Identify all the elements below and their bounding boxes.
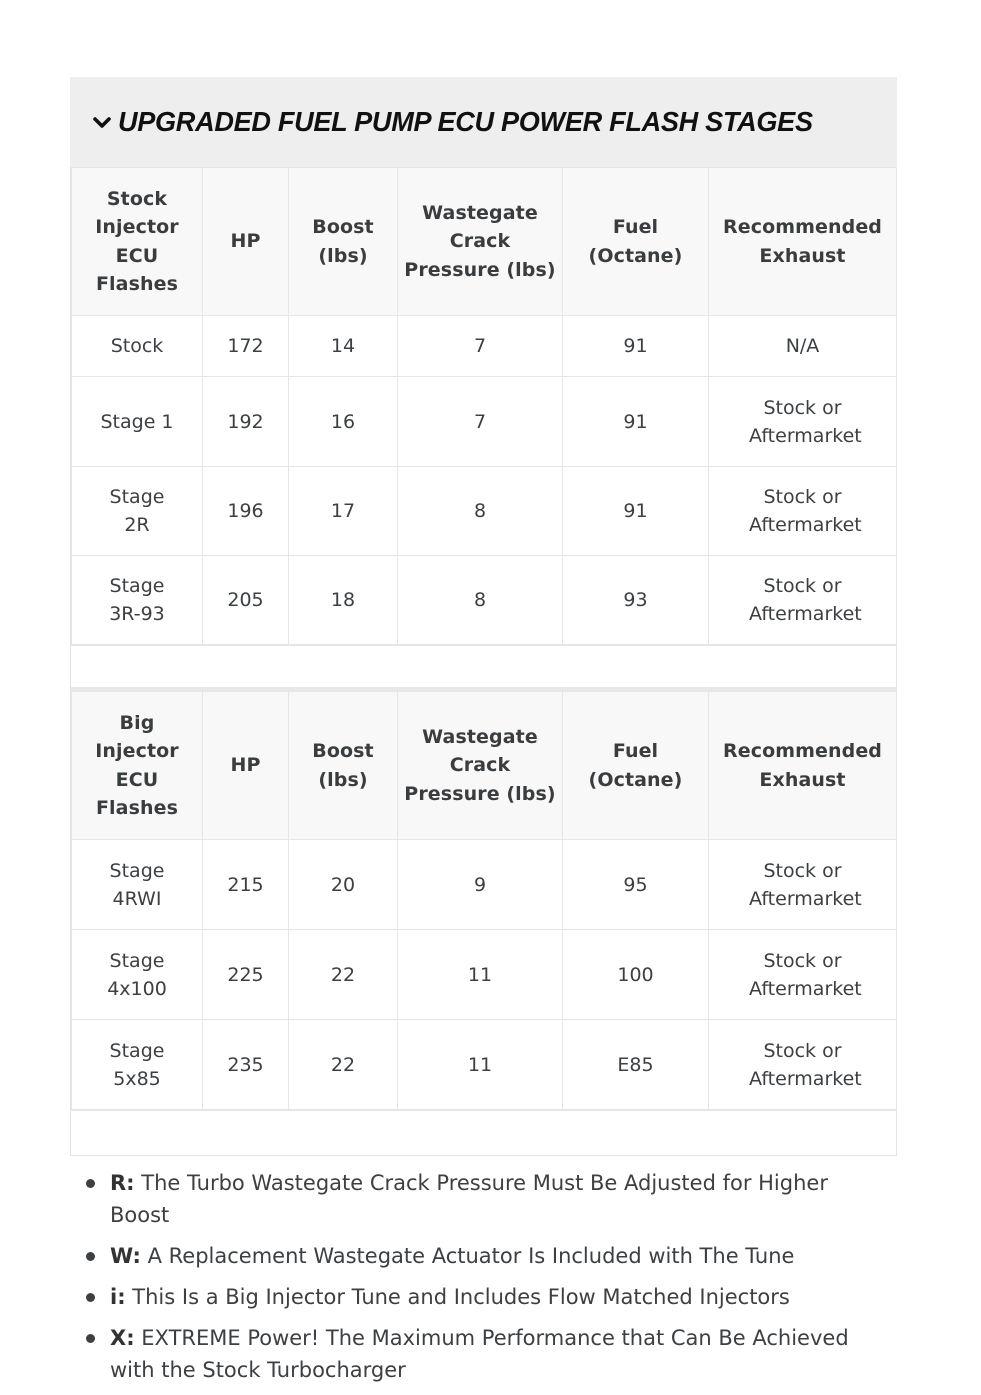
cell-fuel: 100 xyxy=(563,930,709,1020)
header-label: Boost (lbs) xyxy=(312,216,374,267)
header-flash xyxy=(72,168,203,316)
cell-exhaust: Stock or Aftermarket xyxy=(709,930,897,1020)
header-fuel xyxy=(563,168,709,316)
note-text: EXTREME Power! The Maximum Performance that Can Be Achieved with the Stock Turbocharger xyxy=(110,1326,849,1382)
note-item xyxy=(86,1167,876,1231)
cell-fuel: 93 xyxy=(563,556,709,645)
big-injector-table xyxy=(71,691,897,1110)
cell-boost: 22 xyxy=(289,1020,398,1110)
table-spacer xyxy=(71,645,896,687)
cell-boost: 18 xyxy=(289,556,398,645)
note-key: X: xyxy=(110,1326,135,1350)
cell-flash: Stage 4x100 xyxy=(72,930,203,1020)
table-header-row xyxy=(72,692,897,840)
note-item xyxy=(86,1240,876,1272)
note-key: W: xyxy=(110,1244,141,1268)
cell-exhaust: Stock or Aftermarket xyxy=(709,377,897,467)
header-flash xyxy=(72,692,203,840)
bullet-icon xyxy=(86,1293,95,1302)
cell-wastegate: 11 xyxy=(398,930,563,1020)
cell-hp: 225 xyxy=(203,930,289,1020)
cell-exhaust: Stock or Aftermarket xyxy=(709,1020,897,1110)
header-exhaust xyxy=(709,692,897,840)
cell-hp: 192 xyxy=(203,377,289,467)
cell-fuel: 95 xyxy=(563,840,709,930)
note-item xyxy=(86,1322,876,1386)
cell-hp: 196 xyxy=(203,467,289,556)
cell-exhaust: N/A xyxy=(709,316,897,377)
cell-wastegate: 8 xyxy=(398,467,563,556)
cell-fuel: 91 xyxy=(563,467,709,556)
cell-wastegate: 7 xyxy=(398,316,563,377)
header-label: Fuel (Octane) xyxy=(588,740,683,791)
note-key: i: xyxy=(110,1285,126,1309)
table-spacer xyxy=(71,1110,896,1155)
cell-hp: 215 xyxy=(203,840,289,930)
cell-hp: 172 xyxy=(203,316,289,377)
header-label: Wastegate Crack Pressure (lbs) xyxy=(404,726,556,805)
cell-flash: Stage 5x85 xyxy=(72,1020,203,1110)
cell-flash: Stage 1 xyxy=(72,377,203,467)
bullet-icon xyxy=(86,1334,95,1343)
table-row xyxy=(72,377,897,467)
cell-exhaust: Stock or Aftermarket xyxy=(709,556,897,645)
cell-boost: 14 xyxy=(289,316,398,377)
header-boost xyxy=(289,692,398,840)
cell-wastegate: 11 xyxy=(398,1020,563,1110)
header-label: Big Injector ECU Flashes xyxy=(95,712,179,819)
header-label: Recommended Exhaust xyxy=(722,740,883,791)
cell-exhaust: Stock or Aftermarket xyxy=(709,467,897,556)
chevron-down-icon xyxy=(92,113,112,133)
header-boost xyxy=(289,168,398,316)
accordion-header[interactable] xyxy=(70,77,897,167)
bullet-icon xyxy=(86,1252,95,1261)
header-label: Recommended Exhaust xyxy=(722,216,883,267)
header-label: HP xyxy=(230,754,261,777)
table-row xyxy=(72,930,897,1020)
cell-boost: 17 xyxy=(289,467,398,556)
cell-flash: Stage 4RWI xyxy=(72,840,203,930)
table-row xyxy=(72,556,897,645)
table-row xyxy=(72,840,897,930)
cell-hp: 235 xyxy=(203,1020,289,1110)
note-item xyxy=(86,1281,876,1313)
stages-accordion xyxy=(70,77,897,1156)
table-row xyxy=(72,316,897,377)
cell-fuel: E85 xyxy=(563,1020,709,1110)
header-wastegate xyxy=(398,168,563,316)
header-label: Fuel (Octane) xyxy=(588,216,683,267)
cell-wastegate: 8 xyxy=(398,556,563,645)
cell-boost: 22 xyxy=(289,930,398,1020)
accordion-body xyxy=(70,167,897,1156)
cell-boost: 20 xyxy=(289,840,398,930)
cell-flash: Stage 3R-93 xyxy=(72,556,203,645)
cell-flash: Stock xyxy=(72,316,203,377)
cell-fuel: 91 xyxy=(563,316,709,377)
header-label: Boost (lbs) xyxy=(312,740,374,791)
table-row xyxy=(72,1020,897,1110)
legend-notes xyxy=(86,1167,876,1395)
cell-fuel: 91 xyxy=(563,377,709,467)
cell-exhaust: Stock or Aftermarket xyxy=(709,840,897,930)
header-hp xyxy=(203,168,289,316)
header-hp xyxy=(203,692,289,840)
note-text: The Turbo Wastegate Crack Pressure Must Be Adjusted for Higher Boost xyxy=(110,1171,828,1227)
header-label: Stock Injector ECU Flashes xyxy=(95,188,179,295)
bullet-icon xyxy=(86,1179,95,1188)
header-exhaust xyxy=(709,168,897,316)
cell-wastegate: 9 xyxy=(398,840,563,930)
cell-boost: 16 xyxy=(289,377,398,467)
note-key: R: xyxy=(110,1171,135,1195)
cell-hp: 205 xyxy=(203,556,289,645)
cell-flash: Stage 2R xyxy=(72,467,203,556)
note-text: A Replacement Wastegate Actuator Is Included with The Tune xyxy=(147,1244,795,1268)
cell-wastegate: 7 xyxy=(398,377,563,467)
accordion-title: UPGRADED FUEL PUMP ECU POWER FLASH STAGES xyxy=(118,106,813,137)
header-label: HP xyxy=(230,230,261,253)
stock-injector-table xyxy=(71,167,897,645)
table-row xyxy=(72,467,897,556)
header-label: Wastegate Crack Pressure (lbs) xyxy=(404,202,556,281)
header-fuel xyxy=(563,692,709,840)
table-header-row xyxy=(72,168,897,316)
header-wastegate xyxy=(398,692,563,840)
note-text: This Is a Big Injector Tune and Includes Flow Matched Injectors xyxy=(132,1285,790,1309)
